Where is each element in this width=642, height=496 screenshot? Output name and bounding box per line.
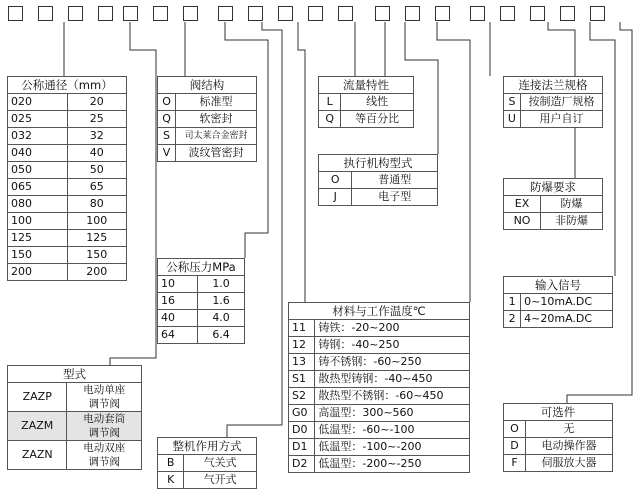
material-code: 13 — [289, 354, 315, 371]
material-code: S1 — [289, 371, 315, 388]
diameter-value: 25 — [67, 111, 127, 128]
flange-code: U — [504, 111, 521, 128]
valve-structure-code: O — [158, 94, 176, 111]
code-box-2 — [38, 6, 53, 21]
options-title: 可选件 — [504, 404, 613, 421]
code-box-5 — [123, 6, 138, 21]
material-code: 11 — [289, 320, 315, 337]
actuator-title: 执行机构型式 — [319, 155, 438, 172]
code-box-8 — [218, 6, 233, 21]
pressure-table — [157, 258, 245, 344]
material-desc: 散热型铸钢：-40~450 — [315, 371, 470, 388]
explosion-code: EX — [504, 196, 541, 213]
model-desc-line1: 电动套筒 — [83, 413, 126, 425]
code-box-10 — [278, 6, 293, 21]
diameter-value: 150 — [67, 247, 127, 264]
actuator-desc: 电子型 — [352, 189, 438, 206]
diameter-code: 200 — [8, 264, 68, 281]
material-code: 12 — [289, 337, 315, 354]
diameter-value: 20 — [67, 94, 127, 111]
model-desc-line1: 电动双座 — [83, 442, 126, 454]
material-desc: 铸铁：-20~200 — [315, 320, 470, 337]
pressure-value: 1.6 — [198, 293, 245, 310]
material-table — [288, 302, 470, 473]
valve-structure-desc: 软密封 — [176, 111, 257, 128]
material-code: D2 — [289, 456, 315, 473]
code-box-17 — [500, 6, 515, 21]
actuator-code: J — [319, 189, 352, 206]
diameter-code: 032 — [8, 128, 68, 145]
valve-structure-desc: 标准型 — [176, 94, 257, 111]
explosion-title: 防爆要求 — [504, 179, 603, 196]
diameter-value: 200 — [67, 264, 127, 281]
options-code: O — [504, 421, 526, 438]
actuator-desc: 普通型 — [352, 172, 438, 189]
code-box-11 — [308, 6, 323, 21]
options-table — [503, 403, 613, 472]
diameter-value: 50 — [67, 162, 127, 179]
diameter-value: 125 — [67, 230, 127, 247]
code-box-19 — [560, 6, 575, 21]
actuator-code: O — [319, 172, 352, 189]
options-desc: 电动操作器 — [525, 438, 612, 455]
flow-title: 流量特性 — [319, 77, 414, 94]
code-box-6 — [153, 6, 168, 21]
input-signal-code: 2 — [504, 311, 521, 328]
pressure-value: 4.0 — [198, 310, 245, 327]
flange-table — [503, 76, 603, 128]
flow-table — [318, 76, 414, 128]
diameter-code: 150 — [8, 247, 68, 264]
explosion-code: NO — [504, 213, 541, 230]
code-box-20 — [590, 6, 605, 21]
diameter-code: 080 — [8, 196, 68, 213]
material-desc: 散热型不锈钢：-60~450 — [315, 388, 470, 405]
code-box-1 — [8, 6, 23, 21]
options-desc: 伺服放大器 — [525, 455, 612, 472]
valve-structure-table — [157, 76, 257, 162]
explosion-table — [503, 178, 603, 230]
material-code: S2 — [289, 388, 315, 405]
valve-structure-code: S — [158, 128, 176, 145]
diameter-table — [7, 76, 127, 281]
model-desc — [67, 441, 142, 470]
diameter-value: 40 — [67, 145, 127, 162]
action-code: B — [158, 455, 184, 472]
code-box-7 — [183, 6, 198, 21]
code-box-3 — [68, 6, 83, 21]
action-table — [157, 437, 257, 489]
model-desc-line1: 电动单座 — [83, 384, 126, 396]
flange-title: 连接法兰规格 — [504, 77, 603, 94]
input-signal-code: 1 — [504, 294, 521, 311]
flow-code: Q — [319, 111, 341, 128]
pressure-value: 6.4 — [198, 327, 245, 344]
diameter-code: 020 — [8, 94, 68, 111]
pressure-code: 16 — [158, 293, 198, 310]
flow-code: L — [319, 94, 341, 111]
explosion-desc: 防爆 — [541, 196, 603, 213]
action-desc: 气开式 — [184, 472, 257, 489]
material-code: D1 — [289, 439, 315, 456]
action-title: 整机作用方式 — [158, 438, 257, 455]
flow-desc: 等百分比 — [341, 111, 414, 128]
code-box-18 — [530, 6, 545, 21]
model-desc-line2: 调节阀 — [88, 427, 120, 439]
diameter-value: 32 — [67, 128, 127, 145]
diameter-code: 065 — [8, 179, 68, 196]
model-desc-line2: 调节阀 — [88, 398, 120, 410]
pressure-code: 40 — [158, 310, 198, 327]
diameter-value: 100 — [67, 213, 127, 230]
model-table — [7, 365, 142, 470]
action-desc: 气关式 — [184, 455, 257, 472]
diameter-code: 125 — [8, 230, 68, 247]
material-desc: 高温型：300~560 — [315, 405, 470, 422]
diameter-code: 040 — [8, 145, 68, 162]
material-desc: 铸不锈钢：-60~250 — [315, 354, 470, 371]
model-desc — [67, 412, 142, 441]
valve-structure-title: 阀结构 — [158, 77, 257, 94]
model-title: 型式 — [8, 366, 142, 383]
flange-code: S — [504, 94, 521, 111]
model-desc — [67, 383, 142, 412]
material-title: 材料与工作温度℃ — [289, 303, 470, 320]
code-box-4 — [98, 6, 113, 21]
diameter-value: 65 — [67, 179, 127, 196]
flange-desc: 用户自订 — [520, 111, 602, 128]
options-desc: 无 — [525, 421, 612, 438]
material-desc: 铸钢：-40~250 — [315, 337, 470, 354]
material-desc: 低温型：-200~-250 — [315, 456, 470, 473]
pressure-code: 64 — [158, 327, 198, 344]
model-code: ZAZM — [8, 412, 67, 441]
code-box-13 — [375, 6, 390, 21]
actuator-table — [318, 154, 438, 206]
material-code: G0 — [289, 405, 315, 422]
diameter-value: 80 — [67, 196, 127, 213]
valve-structure-code: V — [158, 145, 176, 162]
flange-desc: 按制造厂规格 — [520, 94, 602, 111]
valve-structure-desc: 波纹管密封 — [176, 145, 257, 162]
diameter-code: 050 — [8, 162, 68, 179]
material-desc: 低温型：-100~-200 — [315, 439, 470, 456]
model-code: ZAZN — [8, 441, 67, 470]
pressure-title: 公称压力MPa — [158, 259, 245, 276]
valve-structure-desc: 司太莱合金密封 — [176, 128, 257, 145]
input-signal-table — [503, 276, 613, 328]
options-code: F — [504, 455, 526, 472]
flow-desc: 线性 — [341, 94, 414, 111]
input-signal-desc: 4~20mA.DC — [521, 311, 613, 328]
pressure-code: 10 — [158, 276, 198, 293]
pressure-value: 1.0 — [198, 276, 245, 293]
model-desc-line2: 调节阀 — [88, 456, 120, 468]
model-code: ZAZP — [8, 383, 67, 412]
input-signal-desc: 0~10mA.DC — [521, 294, 613, 311]
code-box-14 — [405, 6, 420, 21]
code-box-9 — [248, 6, 263, 21]
options-code: D — [504, 438, 526, 455]
material-desc: 低温型：-60~-100 — [315, 422, 470, 439]
input-signal-title: 输入信号 — [504, 277, 613, 294]
code-box-12 — [338, 6, 353, 21]
code-box-15 — [435, 6, 450, 21]
material-code: D0 — [289, 422, 315, 439]
diameter-title: 公称通径（mm） — [8, 77, 127, 94]
code-box-16 — [470, 6, 485, 21]
explosion-desc: 非防爆 — [541, 213, 603, 230]
valve-structure-code: Q — [158, 111, 176, 128]
diameter-code: 025 — [8, 111, 68, 128]
action-code: K — [158, 472, 184, 489]
diameter-code: 100 — [8, 213, 68, 230]
